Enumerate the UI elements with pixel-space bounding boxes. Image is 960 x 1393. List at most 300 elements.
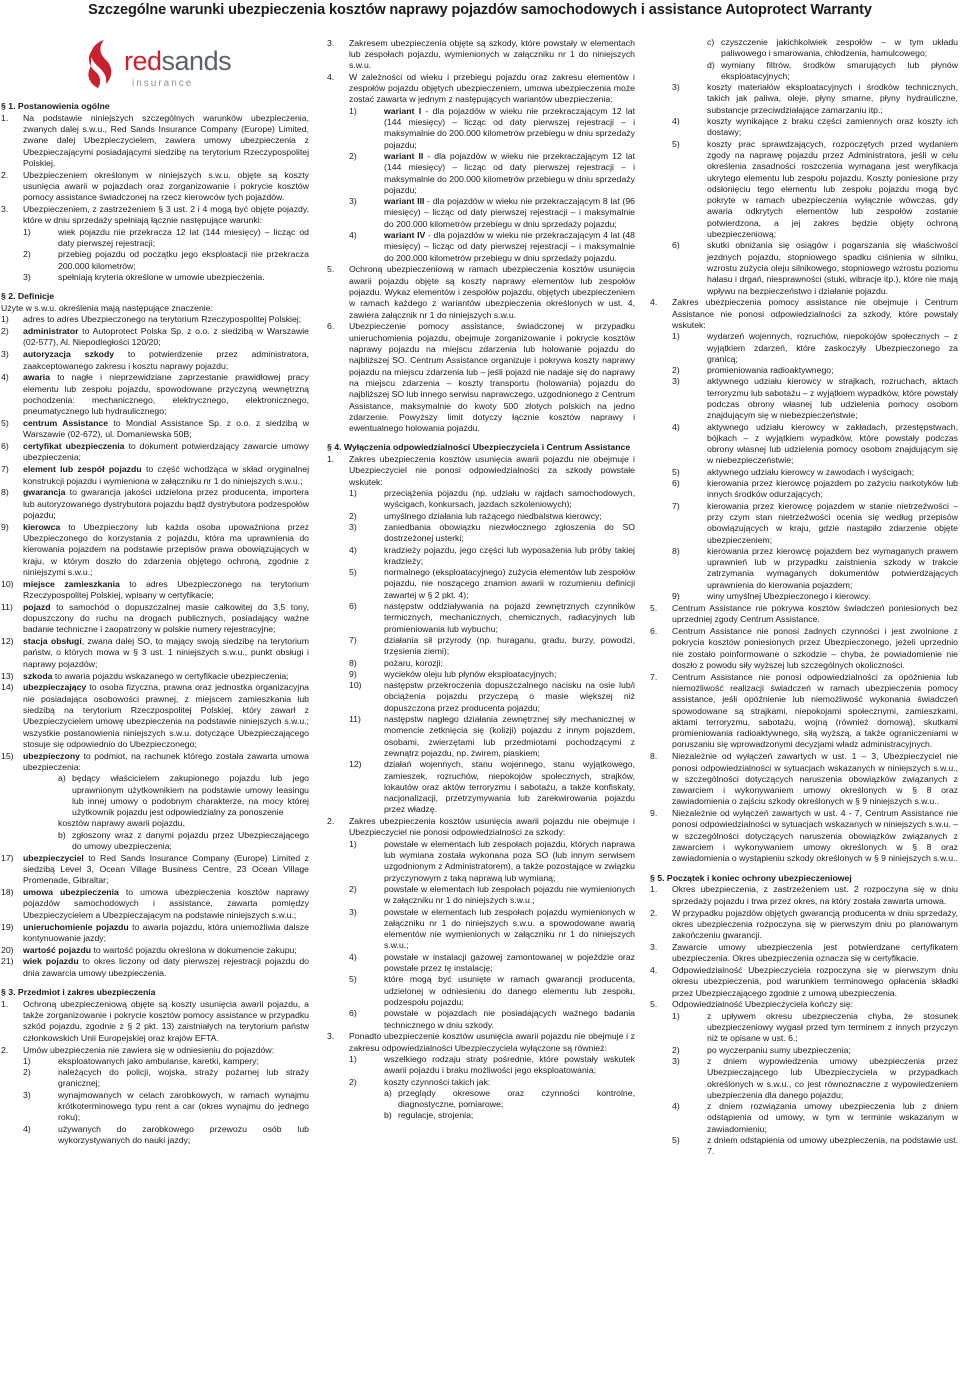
item-body: to adres Ubezpieczonego na terytorium Rzeczypospolitej Polskiej, wpisany w certyfikacie;	[23, 578, 310, 600]
item-number: 10)	[1, 578, 14, 589]
item-body: Umów ubezpieczenia nie zawiera się w odniesieniu do pojazdów:	[23, 1044, 275, 1055]
item-number: 3.	[1, 204, 9, 215]
item-body: Odpowiedzialność Ubezpieczyciela rozpoczyna się w pierwszym dniu okresu ubezpieczenia, pod warunkiem terminowego opłacenia składki przez Ubezpieczającego zgodnie z umową ubezpieczenia.	[672, 965, 958, 998]
item-body: Ubezpieczeniem określonym w niniejszych s.w.u. objęte są koszty usunięcia awarii w pojazdach oraz zorganizowanie i pokrycie kosztów pomocy assistance świadczonej na rzecz kierowców tych pojazdów.	[23, 169, 309, 203]
defined-term: pojazd	[23, 601, 51, 612]
item-number: 1.	[327, 454, 335, 465]
item-body: to awaria pojazdu, która uniemożliwia dalsze kontynuowanie jazdy;	[23, 921, 309, 943]
item-number: 7.	[650, 671, 658, 682]
item-text	[707, 1056, 958, 1101]
item-body: przebieg pojazdu od początku jego eksploatacji nie przekracza 200.000 kilometrów;	[58, 249, 309, 271]
logo-word-grey: sands	[161, 46, 232, 76]
item-text	[707, 467, 958, 478]
item-body: powstałe w instalacji gazowej zamontowanej w pojeździe oraz powstałe przez tę instalację;	[384, 951, 635, 974]
item-number: 4.	[327, 71, 335, 82]
defined-term: ubezpieczony	[23, 750, 80, 761]
list-item	[327, 952, 635, 975]
list-item	[1, 227, 309, 250]
item-body: pożaru, korozji;	[384, 657, 443, 668]
item-body: Ochroną ubezpieczeniową objęte są koszty usunięcia awarii pojazdu, a także zorganizowanie i pokrycie kosztów pomocy assistance w przypadku szkód pojazdu, zgodnie z § 2 pkt. 13) zaistniałych na terytorium państw członkowskich Unii Europejskiej oraz krajów EFTA.	[23, 998, 309, 1043]
list-item	[327, 1088, 635, 1111]
item-number: 8)	[672, 545, 680, 556]
item-text	[721, 37, 958, 60]
item-number: 15)	[1, 750, 14, 761]
item-number: 11)	[1, 601, 13, 612]
list-item	[327, 714, 635, 759]
item-number: 5)	[672, 1135, 680, 1145]
defined-term: centrum Assistance	[23, 418, 109, 429]
item-body: to wartość pojazdu określona w dokumencie zakupu;	[91, 944, 297, 955]
list-item	[327, 907, 635, 952]
item-number: 1.	[1, 998, 9, 1009]
item-number: 1)	[23, 226, 31, 237]
numbered-paragraph	[650, 751, 958, 807]
item-body: koszty czynności takich jak:	[384, 1076, 491, 1087]
item-number: 3)	[23, 1089, 31, 1100]
item-text	[384, 658, 635, 669]
item-text	[349, 816, 635, 839]
item-body: to okres liczony od daty pierwszej rejestracji pojazdu do dnia zawarcia umowy ubezpieczenia.	[23, 956, 309, 978]
item-number: 6)	[349, 1008, 357, 1019]
item-text	[672, 942, 958, 965]
item-body: będący właścicielem zakupionego pojazdu lub jego uprawnionym użytkownikiem na podstawie umowy leasingu lub innej umowy o podobnym charakterze, na mocy której użytkownik pojazdu jest odpowiedzialny za ponoszenie	[72, 773, 309, 818]
defined-term: wariant III	[384, 196, 425, 207]
list-item	[327, 522, 635, 545]
item-body: regulacje, strojenia;	[398, 1110, 474, 1121]
item-text	[23, 349, 309, 372]
item-body: to awaria pojazdu wskazanego w certyfikacie ubezpieczenia;	[52, 670, 289, 681]
list-item	[327, 884, 635, 907]
item-text	[23, 999, 309, 1044]
item-number: c)	[707, 37, 715, 47]
item-text	[707, 365, 958, 376]
item-text	[707, 1101, 958, 1135]
item-body: z upływem okresu ubezpieczenia chyba, że stosunek ubezpieczeniowy wygasł przed tym terminem z innych przyczyn niż te opisane w ust. 6.;	[707, 1010, 958, 1044]
item-body: wydarzeń wojennych, rozruchów, niepokojów społecznych – z wyjątkiem zdarzeń, które zaskoczyły Ubezpieczonego za granicą;	[707, 331, 958, 364]
list-item	[327, 151, 635, 196]
item-number: 1)	[672, 331, 680, 342]
item-body: to osoba fizyczna, prawna oraz jednostka organizacyjna nie posiadająca osobowości prawnej, z miejscem zamieszkania lub siedzibą na terytorium Rzeczpospolitej Polskiej, który zawarł z Ubezpieczycielem umowę ubezpieczenia na podstawie niniejszych s.w.u.; wszystkie postanowienia niniejszych s.w.u. dotyczące Ubezpieczającego stosuje się odpowiednio do Ubezpieczonego;	[23, 682, 309, 749]
item-body: z dniem rozwiązania umowy ubezpieczenia lub z dniem odstąpienia od umowy, w tym w terminie wskazanym w zawiadomieniu;	[707, 1101, 958, 1134]
item-text	[23, 579, 309, 602]
list-item	[1, 945, 309, 956]
item-body: - dla pojazdów w wieku nie przekraczającym 8 lat (96 miesięcy) – licząc od daty pierwszej rejestracji – i maksymalnie do 200.000 kilometrów przebiegu w dniu sprzedaży pojazdu;	[384, 196, 635, 229]
item-number: 9)	[349, 668, 357, 679]
item-body: to część wchodząca w skład oryginalnej konstrukcji pojazdu i wymieniona w załączniku nr 1 do niniejszych s.w.u.;	[23, 464, 310, 486]
numbered-paragraph	[327, 816, 635, 839]
item-number: 4)	[672, 421, 680, 432]
item-body: powstałe w elementach lub zespołach pojazdu wymienionych w załączniku nr 1 do niniejszych s.w.u. a spowodowane awarią elementów nie wymienionych w załączniku nr 1 do niniejszych s.w.u.;	[384, 906, 635, 951]
item-text	[23, 204, 309, 227]
numbered-paragraph	[327, 1031, 635, 1054]
item-text	[384, 759, 635, 815]
item-text	[58, 227, 309, 250]
item-body: kierowania przez kierowcę pojazdem po zażyciu narkotyków lub innych środków odurzających;	[707, 478, 958, 500]
list-item	[650, 501, 958, 546]
item-body: Centrum Assistance nie ponosi odpowiedzialności za opóźnienia lub niemożliwość realizacji świadczeń w ramach ubezpieczenia pomocy assistance, jeśli opóźnienie lub niemożliwość wykonania świadczeń spowodowane są strajkami, niepokojami społecznymi, zamieszkami, aktami terroryzmu, sabotażu, wojną (również domową), skutkami promieniowania radioaktywnego, siłą wyższą, a także ograniczeniami w poruszaniu się wprowadzonymi decyzjami władz administracyjnych.	[672, 671, 958, 750]
item-body: to samochód o dopuszczalnej masie całkowitej do 3,5 tony, dopuszczony do ruchu na drogach publicznych, posiadający ważne badanie techniczne i zaopatrzony w polskie numery rejestracyjne;	[23, 601, 309, 635]
item-body: W przypadku pojazdów objętych gwarancją producenta w dniu sprzedaży, okres ubezpieczenia rozpoczyna się w pierwszym dniu po planowanym zakończeniu gwarancji.	[672, 907, 958, 941]
list-item	[327, 680, 635, 714]
item-body: Zakres ubezpieczenia pomocy assistance nie obejmuje i Centrum Assistance nie ponosi odpowiedzialności za szkody, które powstały wskutek:	[672, 297, 958, 330]
item-text	[672, 965, 958, 999]
item-number: 4.	[650, 297, 658, 308]
item-text	[23, 1045, 309, 1056]
item-body: aktywnego udziału kierowcy w zawodach i wyścigach;	[707, 466, 915, 477]
list-item	[650, 139, 958, 241]
item-number: 12)	[1, 636, 14, 647]
list-item	[650, 37, 958, 60]
item-number: 8.	[650, 751, 658, 762]
item-body: koszty wynikające z braku części zamiennych oraz koszty ich dostawy;	[707, 116, 958, 138]
list-item	[1, 579, 309, 602]
numbered-paragraph	[327, 38, 635, 72]
item-body: wynajmowanych w celach zarobkowych, w ramach wynajmu krótkoterminowego typu rent a car (okres wynajmu do jednego roku);	[58, 1089, 309, 1123]
item-body: koszty prac sprawdzających, rozpoczętych przed wydaniem zgody na naprawę pojazdu przez Administratora, jeśli w celu określenia zasadności roszczenia wymagana jest weryfikacja ukrytego elementu lub zespołu pojazdu. Koszty poniesione przy odsłonięciu tego elementu lub zespołu pojazdu mogą być pokryte w ramach ubezpieczenia wyłącznie wówczas, gdy awaria odkrytych elementów lub zespołów zostanie potwierdzona, a jej zakres będzie objęty ochroną ubezpieczeniową;	[707, 138, 958, 240]
item-text	[672, 999, 958, 1010]
defined-term: kierowca	[23, 521, 61, 532]
item-number: 2)	[349, 1076, 357, 1087]
defined-term: wariant I	[384, 105, 422, 116]
item-body: wymiany filtrów, środków smarujących lub płynów eksploatacyjnych;	[721, 59, 958, 81]
item-text	[384, 1008, 635, 1031]
numbered-paragraph	[650, 672, 958, 751]
item-number: 2)	[672, 365, 680, 376]
item-number: 2)	[1, 326, 9, 337]
list-item	[327, 1054, 635, 1077]
list-item	[327, 106, 635, 151]
list-item	[327, 635, 635, 658]
item-body: zgłoszony wraz z danymi pojazdu przez Ubezpieczającego do umowy ubezpieczenia;	[72, 829, 309, 851]
item-number: 20)	[1, 944, 14, 955]
item-text	[23, 602, 309, 636]
list-item	[327, 601, 635, 635]
item-body: następstw nagłego działania zewnętrznej siły mechanicznej w momencie zetknięcia się (kolizji) pojazdu z innym pojazdem, osobami, zwierzętami lub przedmiotami pochodzącymi z zewnątrz pojazdu, np. żwirem, piaskiem;	[384, 714, 635, 758]
list-item	[1, 1056, 309, 1067]
item-number: 1)	[672, 1010, 680, 1021]
item-text	[23, 314, 309, 325]
item-text	[384, 952, 635, 975]
item-text	[23, 113, 309, 169]
item-number: 4)	[349, 544, 357, 555]
list-item	[1, 1067, 309, 1090]
list-item	[1, 487, 309, 521]
item-body: to Ubezpieczony lub każda osoba upoważniona przez Ubezpieczonego do korzystania z pojazdu, która ma uprawnienia do kierowania pojazdem na podstawie przepisów prawa obowiązujących w kraju, w którym doszło do zdarzenia objętego ochroną, zgodnie z niniejszymi s.w.u.;	[23, 521, 309, 577]
numbered-paragraph	[650, 942, 958, 965]
text-column-2	[327, 37, 635, 1122]
list-item	[1, 773, 309, 818]
item-number: 3)	[672, 1055, 680, 1066]
item-text	[349, 321, 635, 434]
list-item	[327, 669, 635, 680]
defined-term: wartość pojazdu	[23, 944, 92, 955]
item-number: 1.	[1, 112, 9, 123]
list-item	[1, 636, 309, 670]
list-item	[327, 230, 635, 264]
item-body: z dniem wypowiedzenia umowy ubezpieczenia przez Ubezpieczającego lub Ubezpieczyciela w przypadkach określonych w s.w.u., co jest równoznaczne z wypowiedzeniem ubezpieczenia dla danego pojazdu;	[707, 1055, 958, 1100]
numbered-paragraph	[650, 965, 958, 999]
item-body: to dokument potwierdzający zawarcie umowy ubezpieczenia;	[23, 441, 309, 463]
list-item	[327, 196, 635, 230]
item-text	[384, 714, 635, 759]
item-body: zaniedbania obowiązku niezwłocznego zgłoszenia do SO dostrzeżonej usterki;	[384, 521, 635, 544]
item-body: należących do policji, wojska, straży pożarnej lub straży granicznej;	[58, 1067, 309, 1089]
item-number: 1)	[349, 105, 357, 116]
item-text	[384, 511, 635, 522]
item-number: 3)	[349, 906, 357, 917]
item-body: W zależności od wieku i przebiegu pojazdu oraz zakresu elementów i zespołów pojazdu objętych ubezpieczeniem, umowa ubezpieczenia może zostać zawarta w jednym z następujących wariantów ubezpieczenia:	[349, 71, 635, 105]
item-text	[721, 60, 958, 83]
list-item	[1, 1124, 309, 1147]
item-number: 5)	[349, 567, 357, 578]
item-number: 4)	[349, 230, 357, 241]
item-number: 3)	[349, 196, 357, 207]
item-text	[384, 196, 635, 230]
numbered-paragraph	[650, 297, 958, 331]
item-body: kierowania przez kierowcę pojazdem w stanie nietrzeźwości – przy czym stan nietrzeźwości ocenia się według przepisów obowiązujących w kraju, gdzie nastąpiło zdarzenie objęte ubezpieczeniem;	[707, 500, 958, 545]
item-body: wiek pojazdu nie przekracza 12 lat (144 miesięcy) – licząc od daty pierwszej rejestracji;	[58, 226, 309, 249]
defined-term: administrator	[23, 326, 79, 337]
numbered-paragraph	[1, 1045, 309, 1056]
item-text	[72, 830, 309, 853]
list-item	[650, 376, 958, 421]
list-item	[1, 418, 309, 441]
list-item	[650, 116, 958, 139]
defined-term: ubezpieczyciel	[23, 852, 84, 863]
item-text	[23, 464, 309, 487]
item-text	[707, 240, 958, 296]
item-body: aktywnego udziału kierowcy w zakładach, przestępstwach, bójkach – z wyjątkiem wypadków, które powstały podczas obrony własnej lub udzielenia pomocy osobom znajdującym się w niebezpieczeństwie;	[707, 421, 958, 466]
item-body: po wyczerpaniu sumy ubezpieczenia;	[707, 1044, 851, 1055]
item-body: to podmiot, na rachunek którego została zawarta umowa ubezpieczenia:	[23, 750, 309, 772]
item-body: spełniają kryteria określone w umowie ubezpieczenia.	[58, 271, 265, 282]
item-number: 8)	[1, 487, 9, 498]
item-number: 1.	[650, 884, 658, 895]
item-number: 4)	[1, 372, 9, 383]
item-text	[398, 1088, 635, 1111]
defined-term: szkoda	[23, 670, 53, 681]
numbered-paragraph	[327, 321, 635, 434]
list-item	[1, 326, 309, 349]
defined-term: ubezpieczający	[23, 682, 87, 693]
item-number: 7)	[349, 634, 357, 645]
list-item	[327, 1077, 635, 1088]
item-text	[707, 331, 958, 365]
item-text	[384, 488, 635, 511]
item-number: 7)	[1, 464, 9, 475]
list-item	[1, 272, 309, 283]
item-number: 5.	[650, 999, 658, 1010]
numbered-paragraph	[650, 999, 958, 1010]
item-text	[707, 1045, 958, 1056]
item-number: 2)	[349, 883, 357, 894]
item-number: 4)	[349, 951, 357, 962]
item-number: 21)	[1, 956, 14, 967]
item-text	[672, 808, 958, 864]
item-text	[23, 956, 309, 979]
list-item	[327, 839, 635, 884]
list-item	[327, 545, 635, 568]
list-item	[327, 511, 635, 522]
item-body: eksploatowanych jako ambulanse, karetki, kampery;	[58, 1055, 259, 1066]
item-text	[384, 601, 635, 635]
item-text	[672, 603, 958, 626]
item-text	[349, 38, 635, 72]
item-text	[23, 487, 309, 521]
item-number: 18)	[1, 887, 14, 898]
item-text	[707, 478, 958, 501]
item-text	[384, 1077, 635, 1088]
item-number: 2)	[23, 1067, 31, 1078]
item-text	[23, 170, 309, 204]
item-text	[707, 591, 958, 602]
item-text	[384, 522, 635, 545]
item-text	[384, 106, 635, 151]
list-item	[327, 567, 635, 601]
numbered-paragraph	[327, 454, 635, 488]
list-item	[650, 591, 958, 602]
list-item	[650, 422, 958, 467]
item-number: 3.	[650, 941, 658, 952]
item-body: następstw oddziaływania na pojazd zewnętrznych czynników termicznych, mechanicznych, chemicznych, radiacyjnych lub promieniowania lub wybuchu;	[384, 601, 635, 634]
numbered-paragraph	[327, 72, 635, 106]
list-item-continuation: kosztów naprawy awarii pojazdu,	[58, 818, 185, 829]
defined-term: miejsce zamieszkania	[23, 578, 120, 589]
item-number: 4)	[672, 1101, 680, 1112]
item-text	[672, 672, 958, 751]
item-text	[58, 249, 309, 272]
item-number: d)	[707, 59, 715, 70]
item-body: Centrum Assistance nie ponosi żadnych czynności i jest zwolnione z pokrycia kosztów poniesionych przez Ubezpieczonego, jeżeli uprzednio nie zostało poinformowane o szkodzie – chyba, że powiadomienie nie doszło z powodu siły wyższej lub szczególnych okoliczności.	[672, 625, 958, 670]
item-body: Ponadto ubezpieczenie kosztów usunięcia awarii pojazdu nie obejmuje i z zakresu odpowiedzialności Ubezpieczyciela wyłączone są również:	[349, 1031, 635, 1053]
item-body: koszty materiałów eksploatacyjnych i środków technicznych, takich jak paliwa, oleje, płyny smarne, płyny hydrauliczne, substancje przeciwdziałające zamarzaniu itp.;	[707, 82, 958, 115]
item-number: 3)	[349, 521, 357, 532]
item-text	[672, 297, 958, 331]
item-number: 1)	[349, 488, 357, 499]
item-text	[384, 884, 635, 907]
item-number: 12)	[349, 759, 362, 770]
item-text	[349, 454, 635, 488]
item-number: 2.	[650, 907, 658, 918]
item-text	[23, 853, 309, 887]
item-body: Odpowiedzialność Ubezpieczyciela kończy się:	[672, 999, 854, 1010]
list-item	[1, 682, 309, 750]
item-body: używanych do zarobkowego przewozu osób lub wykorzystywanych do nauki jazdy;	[58, 1123, 309, 1145]
logo-word-red: red	[124, 46, 162, 76]
item-text	[58, 1124, 309, 1147]
item-body: następstw przekroczenia dopuszczalnego nacisku na osie lub/i obciążenia pojazdu przyczepą o masie większej niż dopuszczona przez producenta pojazdu;	[384, 680, 635, 713]
item-number: 9)	[1, 521, 9, 532]
item-number: 6)	[349, 601, 357, 612]
item-number: 4)	[23, 1123, 31, 1134]
defined-term: stacja obsługi	[23, 636, 82, 647]
item-number: 2)	[672, 1044, 680, 1055]
list-item	[1, 372, 309, 417]
numbered-paragraph	[650, 908, 958, 942]
item-body: skutki obniżania się osiągów i pogarszania się właściwości jezdnych pojazdu, stopniowego spadku ciśnienia w silniku, wzrostu zużycia oleju silnikowego, stopniowego wzrostu poziomu hałasu i drgań, niesprawności (stuki, wibracje itp.), które nie mają wpływu na bezpieczeństwo i działanie pojazdu.	[707, 240, 958, 296]
item-body: kierowania przez kierowcę pojazdem bez wymaganych prawem uprawnień lub w przypadku zaistnienia szkody w trakcie zatrzymania wymaganych dokumentów potwierdzających uprawnienia do kierowania pojazdem;	[707, 545, 958, 590]
defined-term: certyfikat ubezpieczenia	[23, 441, 125, 452]
item-body: - dla pojazdów w wieku nie przekraczającym 12 lat (144 miesięcy) – licząc od daty pierwszej rejestracji – i maksymalnie do 200.000 kilometrów przebiegu w dniu sprzedaży pojazdu;	[384, 150, 635, 195]
item-body: czyszczenie jakichkolwiek zespołów – w tym układu paliwowego i smarowania, chłodzenia, hamulcowego;	[721, 37, 958, 59]
item-number: 17)	[1, 852, 14, 863]
item-text	[384, 567, 635, 601]
numbered-paragraph	[650, 603, 958, 626]
item-number: 3)	[672, 82, 680, 93]
list-item	[1, 249, 309, 272]
list-item	[1, 441, 309, 464]
item-text	[707, 376, 958, 421]
numbered-paragraph	[1, 204, 309, 227]
item-number: 6)	[672, 240, 680, 251]
item-body: kradzieży pojazdu, jego części lub wyposażenia lub próby takiej kradzieży;	[384, 544, 635, 566]
list-item	[650, 478, 958, 501]
numbered-paragraph	[1, 170, 309, 204]
list-item	[327, 488, 635, 511]
defined-term: wariant IV	[384, 230, 426, 241]
item-body: winy umyślnej Ubezpieczonego i kierowcy.	[707, 591, 871, 602]
list-item	[1, 602, 309, 636]
section-heading: § 3. Przedmiot i zakres ubezpieczenia	[1, 987, 156, 998]
item-number: 3)	[1, 349, 9, 360]
defined-term: wiek pojazdu	[23, 956, 79, 967]
numbered-paragraph	[650, 626, 958, 671]
list-item	[1, 464, 309, 487]
item-body: Ubezpieczeniem, z zastrzeżeniem § 3 ust. 2 i 4 mogą być objęte pojazdy, które w dniu sprzedaży spełniają łącznie następujące warunki:	[23, 204, 309, 226]
item-number: b)	[58, 829, 66, 840]
list-item	[1, 671, 309, 682]
list-item	[650, 1056, 958, 1101]
item-number: 3.	[327, 1031, 335, 1042]
item-body: przeglądy okresowe oraz czynności kontrolne, diagnostyczne, pomiarowe;	[398, 1087, 635, 1110]
section-heading: § 4. Wyłączenia odpowiedzialności Ubezpieczyciela i Centrum Assistance	[327, 442, 631, 453]
item-number: 6)	[1, 441, 9, 452]
item-text	[384, 1054, 635, 1077]
list-item	[1, 1090, 309, 1124]
numbered-paragraph	[650, 808, 958, 864]
list-item	[650, 467, 958, 478]
redsands-logo-icon	[84, 38, 122, 90]
item-text	[23, 441, 309, 464]
list-item	[650, 240, 958, 296]
item-text	[23, 751, 309, 774]
item-body: Zakres ubezpieczenia kosztów usunięcia awarii pojazdu nie obejmuje i Ubezpieczyciel nie ponosi odpowiedzialności za szkody powstałe wskutek:	[349, 454, 635, 487]
item-text	[707, 82, 958, 116]
numbered-paragraph	[1, 113, 309, 169]
item-body: Na podstawie niniejszych szczególnych warunków ubezpieczenia, zwanych dalej s.w.u., Red Sands Insurance Company (Europe) Limited, zwane dalej Ubezpieczycielem, zawiera umowy ubezpieczenia z Ubezpieczającymi posiadającymi siedzibę na terytorium Rzeczypospolitej Polskiej.	[23, 112, 309, 168]
numbered-paragraph	[327, 264, 635, 320]
item-number: 5.	[327, 264, 335, 275]
item-text	[398, 1110, 635, 1121]
list-item	[327, 658, 635, 669]
list-item	[1, 349, 309, 372]
item-body: powstałe w elementach lub zespołach pojazdu nie wymienionych w załączniku nr 1 do niniejszych s.w.u.;	[384, 883, 635, 906]
item-text	[23, 671, 309, 682]
list-item	[1, 830, 309, 853]
item-body: to Mondial Assistance Sp. z o.o. z siedzibą w Warszawie (02-672), ul. Domaniewska 50B;	[23, 418, 309, 440]
item-number: 5.	[650, 602, 658, 613]
item-text	[672, 751, 958, 807]
logo-subtitle: insurance	[132, 78, 194, 89]
item-number: 9.	[650, 808, 658, 819]
item-body: - dla pojazdów w wieku nie przekraczającym 12 lat (144 miesięcy) – licząc od daty pierwszej rejestracji – i maksymalnie do 200.000 kilometrów przebiegu w dniu sprzedaży pojazdu;	[384, 105, 635, 150]
item-number: a)	[384, 1087, 392, 1098]
item-body: to nagłe i nieprzewidziane zaprzestanie prawidłowej pracy elementu lub zespołu pojazdu, spowodowane przyczyną wewnętrzną pochodzenia: mechanicznego, elektrycznego, elektronicznego, pneumatycznego lub hydraulicznego;	[23, 372, 309, 417]
item-text	[672, 908, 958, 942]
item-number: 5)	[672, 466, 680, 477]
text-column-3	[650, 37, 958, 1158]
item-text	[707, 546, 958, 591]
